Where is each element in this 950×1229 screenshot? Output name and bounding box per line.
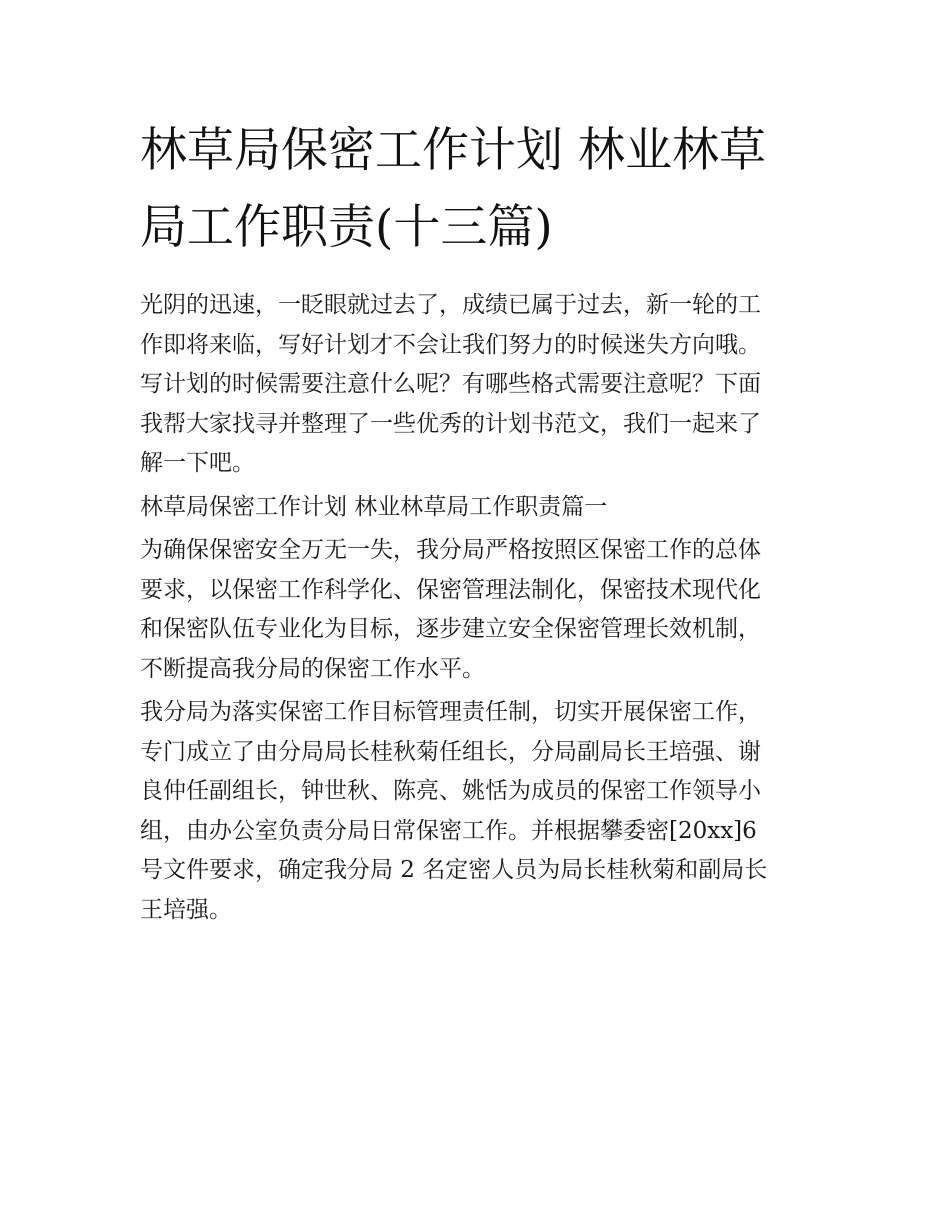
body-paragraph-1	[140, 531, 830, 689]
text-line: 和保密队伍专业化为目标，逐步建立安全保密管理长效机制，	[140, 616, 761, 642]
text-line: 作即将来临，写好计划才不会让我们努力的时候迷失方向哦。	[140, 331, 761, 358]
section-heading	[140, 488, 830, 528]
text-line: 不断提高我分局的保密工作水平。	[140, 655, 485, 682]
document-content	[140, 112, 830, 934]
text-line: 光阴的迅速，一眨眼就过去了，成绩已属于过去，新一轮的工	[140, 292, 761, 318]
text-line: 专门成立了由分局局长桂秋菊任组长，分局副局长王培强、谢	[140, 738, 761, 765]
intro-paragraph	[140, 286, 830, 484]
text-line: 良仲任副组长，钟世秋、陈亮、姚恬为成员的保密工作领导小	[140, 778, 761, 804]
text-line: 我帮大家找寻并整理了一些优秀的计划书范文，我们一起来了	[140, 410, 761, 437]
body-paragraph-2	[140, 693, 830, 930]
text-line: 我分局为落实保密工作目标管理责任制，切实开展保密工作，	[140, 699, 761, 725]
text-line: 要求，以保密工作科学化、保密管理法制化，保密技术现代化	[140, 576, 761, 603]
text-line: 为确保保密安全万无一失，我分局严格按照区保密工作的总体	[140, 537, 761, 563]
section-heading-text: 林草局保密工作计划 林业林草局工作职责篇一	[140, 493, 608, 520]
text-line: 写计划的时候需要注意什么呢？有哪些格式需要注意呢？下面	[140, 371, 761, 397]
title-line-1: 林草局保密工作计划 林业林草	[140, 123, 766, 178]
text-line: 解一下吧。	[140, 450, 255, 476]
document-title	[140, 112, 830, 266]
text-line: 组，由办公室负责分局日常保密工作。并根据攀委密[20xx]6	[140, 817, 757, 844]
text-line: 号文件要求，确定我分局 2 名定密人员为局长桂秋菊和副局长	[140, 857, 768, 883]
title-line-2: 局工作职责(十三篇)	[140, 200, 553, 255]
text-line: 王培强。	[140, 896, 232, 923]
